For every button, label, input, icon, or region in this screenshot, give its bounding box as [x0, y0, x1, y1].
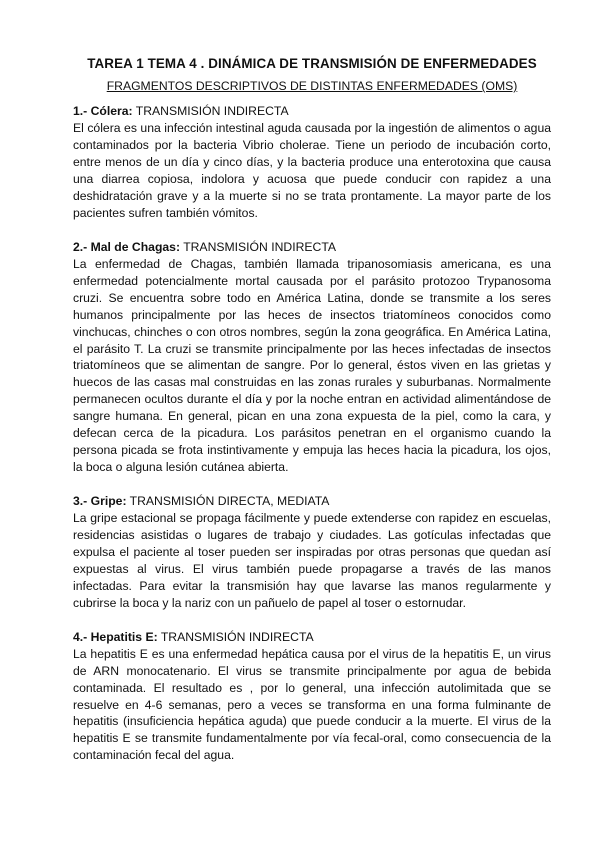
section-text: La hepatitis E es una enfermedad hepática causa por el virus de la hepatitis E, un virus de ARN monocatenario. El virus se transmite principalmente por agua de bebida contaminada. El resultado es , por lo general, una infección autolimitada que se resuelve en 4-6 semanas, pero a veces se transforma en una forma fulminante de hepatitis (insuficiencia hepática aguda) que puede conducir a la muerte. El virus de la hepatitis E se transmite fundamentalmente por vía fecal-oral, como consecuencia de la contaminación fecal del agua. [73, 646, 551, 763]
section-heading [73, 103, 551, 120]
transmission-type: TRANSMISIÓN INDIRECTA [160, 629, 314, 644]
section-chagas [73, 239, 551, 476]
section-text: El cólera es una infección intestinal aguda causada por la ingestión de alimentos o agua contaminados por la bacteria Vibrio cholerae. Tiene un periodo de incubación corto, entre menos de un día y cinco días, y la bacteria produce una enterotoxina que causa una diarrea copiosa, indolora y acuosa que puede conducir con rapidez a una deshidratación grave y a la muerte si no se trata prontamente. La mayor parte de los pacientes sufren también vómitos. [73, 121, 551, 220]
section-title: 1.- Cólera: [73, 104, 133, 118]
transmission-type: TRANSMISIÓN INDIRECTA [183, 239, 336, 254]
section-heading [73, 629, 551, 646]
transmission-type: TRANSMISIÓN INDIRECTA [135, 104, 289, 118]
section-title: 2.- Mal de Chagas: [73, 239, 181, 254]
section-title: 4.- Hepatitis E: [73, 629, 158, 644]
section-gripe [73, 493, 551, 612]
section-heading [73, 239, 551, 256]
section-text: La enfermedad de Chagas, también llamada tripanosomiasis americana, es una enfermedad potencialmente mortal causada por el parásito protozoo Trypanosoma cruzi. Se encuentra sobre todo en América Latina, donde se transmite a los seres humanos principalmente por las heces de insectos triatomíneos conocidos como vinchucas, chinches o con otros nombres, según la zona geográfica. En América Latina, el parásito T. La cruzi se transmite principalmente por las heces infectadas de insectos triatomíneos que se alimentan de sangre. Por lo general, éstos viven en las grietas y huecos de las casas mal construidas en las zonas rurales y suburbanas. Normalmente permanecen ocultos durante el día y por la noche entran en actividad alimentándose de sangre humana. En general, pican en una zona expuesta de la piel, como la cara, y defecan cerca de la picadura. Los parásitos penetran en el organismo cuando la persona picada se frota instintivamente y empuja las heces hacia la picadura, los ojos, la boca o alguna lesión cutánea abierta. [73, 257, 551, 474]
document-title: TAREA 1 TEMA 4 . DINÁMICA DE TRANSMISIÓN DE ENFERMEDADES [87, 56, 537, 71]
document-subtitle: FRAGMENTOS DESCRIPTIVOS DE DISTINTAS ENFERMEDADES (OMS) [106, 79, 518, 93]
transmission-type: TRANSMISIÓN DIRECTA, MEDIATA [129, 493, 330, 508]
section-heading [73, 493, 551, 510]
section-title: 3.- Gripe: [73, 493, 127, 508]
document-page [73, 56, 551, 781]
section-colera [73, 103, 551, 222]
section-text: La gripe estacional se propaga fácilmente y puede extenderse con rapidez en escuelas, residencias asistidas o lugares de trabajo y ciudades. Las gotículas infectadas que expulsa el paciente al toser pueden ser inspiradas por otras personas que quedan así expuestas al virus. El virus también puede propagarse a través de las manos infectadas. Para evitar la transmisión hay que lavarse las manos regularmente y cubrirse la boca y la nariz con un pañuelo de papel al toser o estornudar. [73, 511, 551, 610]
section-hepatitis-e [73, 629, 551, 765]
